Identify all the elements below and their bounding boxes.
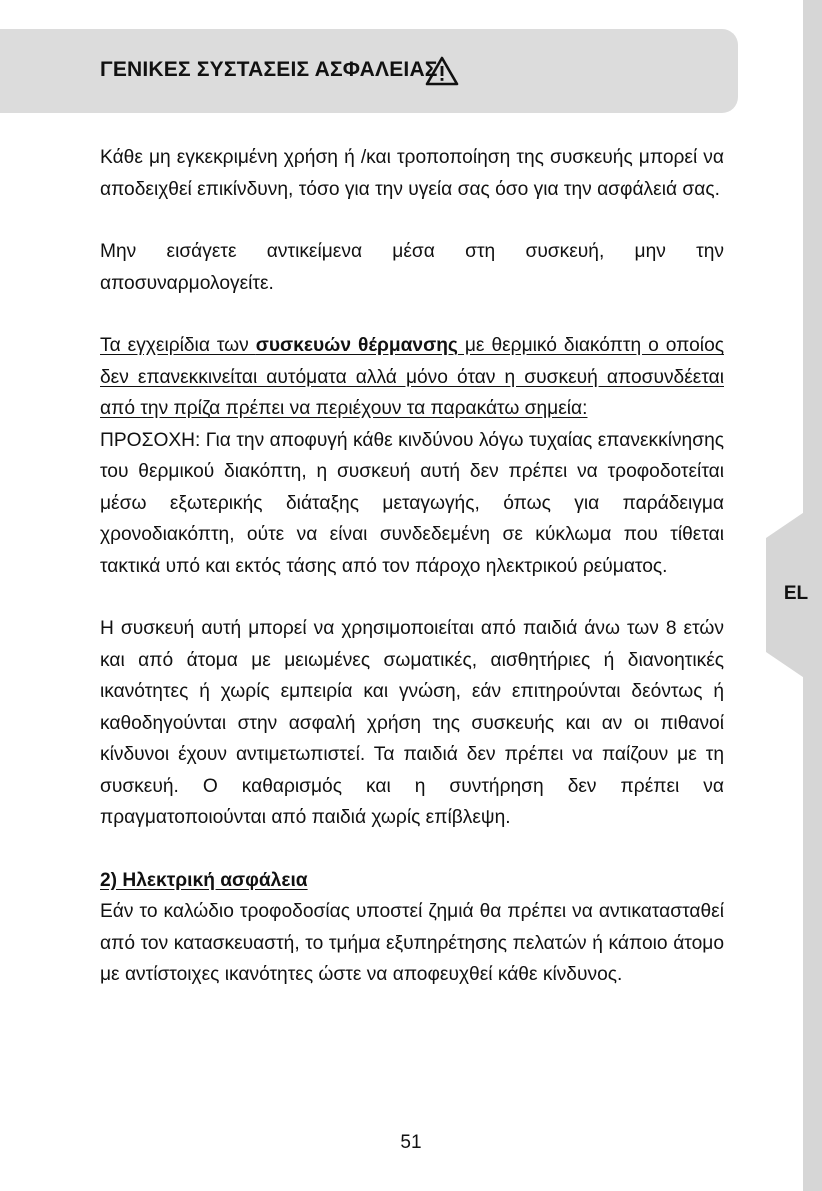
page-title: ΓΕΝΙΚΕΣ ΣΥΣΤΑΣΕΙΣ ΑΣΦΑΛΕΙΑΣ bbox=[100, 58, 438, 81]
heating-intro-text: Τα εγχειρίδια των bbox=[100, 335, 256, 356]
paragraph-heating-manuals bbox=[100, 330, 724, 425]
paragraph-children-usage: Η συσκευή αυτή μπορεί να χρησιμοποιείται από παιδιά άνω των 8 ετών και από άτομα με μειωμένες σωματικές, αισθητήριες ή διανοητικές ικανότητες ή χωρίς εμπειρία και γνώση, εάν επιτηρούνται δεόντως ή καθοδηγούνται στην ασφαλή χρήση της συσκευής και αν οι πιθανοί κίνδυνοι έχουν αντιμετωπιστεί. Τα παιδιά δεν πρέπει να παίζουν με τη συσκευή. Ο καθαρισμός και η συντήρηση δεν πρέπει να πραγματοποιούνται από παιδιά χωρίς επίβλεψη. bbox=[100, 618, 724, 828]
heating-rest-text: με θερμικό διακόπτη ο οποίος δεν επανεκκινείται αυτόματα αλλά μόνο όταν η συσκευή αποσυνδέεται από την πρίζα πρέπει να περιέχουν τα παρακάτω σημεία: bbox=[100, 335, 724, 419]
main-content bbox=[100, 142, 724, 991]
section-heading-electrical-safety: 2) Ηλεκτρική ασφάλεια bbox=[100, 869, 308, 891]
warning-triangle-icon bbox=[424, 55, 460, 87]
page-number: 51 bbox=[400, 1132, 422, 1153]
paragraph-caution: ΠΡΟΣΟΧΗ: Για την αποφυγή κάθε κινδύνου λόγω τυχαίας επανεκκίνησης του θερμικού διακόπτη, η συσκευή αυτή δεν πρέπει να τροφοδοτείται μέσω εξωτερικής διάταξης μεταγωγής, όπως για παράδειγμα χρονοδιακόπτη, ούτε να είναι συνδεδεμένη σε κύκλωμα που τίθεται τακτικά υπό και εκτός τάσης από τον πάροχο ηλεκτρικού ρεύματος. bbox=[100, 429, 724, 577]
paragraph-no-objects: Μην εισάγετε αντικείμενα μέσα στη συσκευή, μην την αποσυναρμολογείτε. bbox=[100, 241, 724, 294]
paragraph-power-cord: Εάν το καλώδιο τροφοδοσίας υποστεί ζημιά θα πρέπει να αντικατασταθεί από τον κατασκευαστή, το τμήμα εξυπηρέτησης πελατών ή κάποιο άτομο με αντίστοιχες ικανότητες ώστε να αποφευχθεί κάθε κίνδυνος. bbox=[100, 901, 724, 985]
language-tab-label: EL bbox=[783, 583, 809, 604]
paragraph-unauthorized-use: Κάθε μη εγκεκριμένη χρήση ή /και τροποποίηση της συσκευής μπορεί να αποδειχθεί επικίνδυνη, τόσο για την υγεία σας όσο για την ασφάλειά σας. bbox=[100, 147, 724, 200]
heating-bold-text: συσκευών θέρμανσης bbox=[255, 335, 458, 356]
